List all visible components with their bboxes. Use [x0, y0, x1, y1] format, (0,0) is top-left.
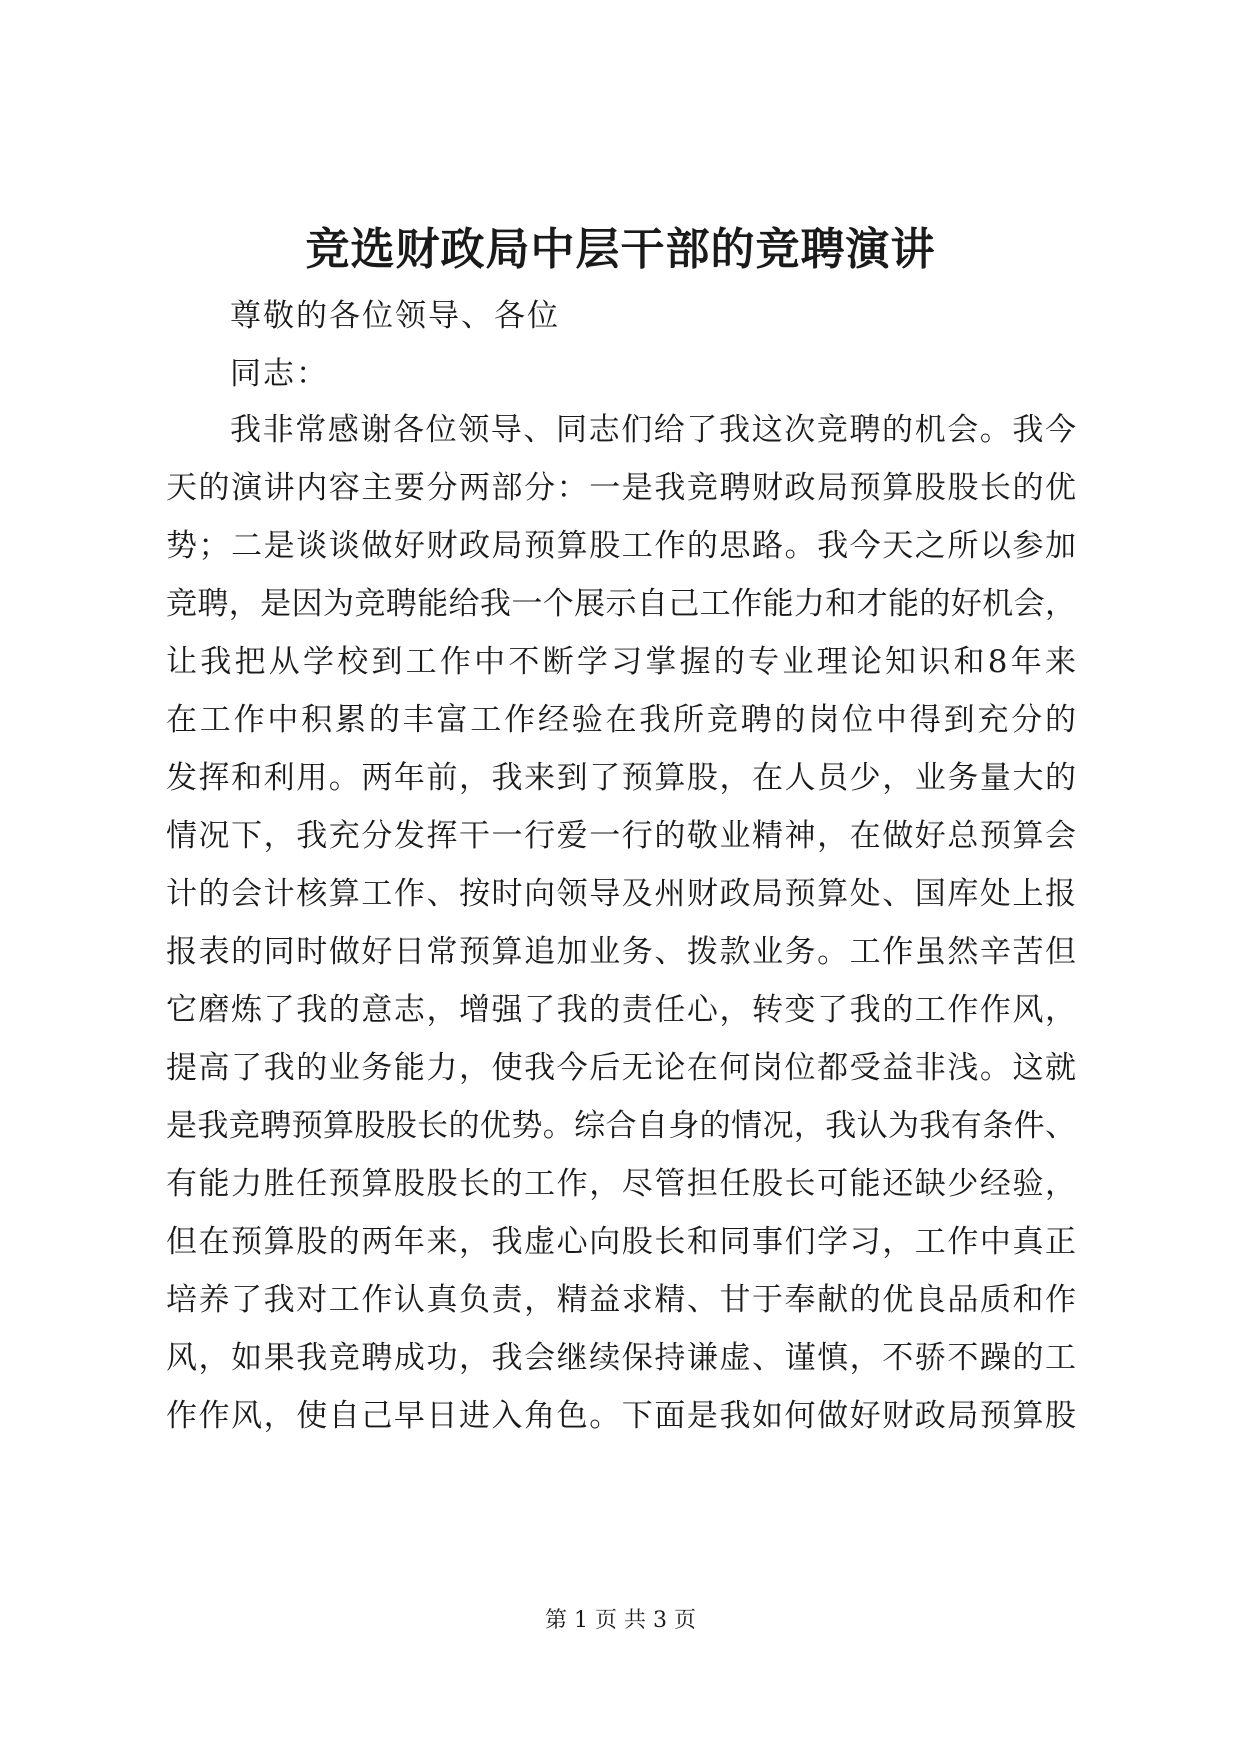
body-text-line: 让我把从学校到工作中不断学习掌握的专业理论知识和8年来: [166, 644, 1076, 680]
body-text-line: 作作风，使自己早日进入角色。下面是我如何做好财政局预算股: [166, 1398, 1076, 1434]
page-number-footer: 第 1 页 共 3 页: [545, 1608, 696, 1633]
body-text-line: 竞聘，是因为竞聘能给我一个展示自己工作能力和才能的好机会，: [166, 586, 1076, 622]
body-text-line: 在工作中积累的丰富工作经验在我所竞聘的岗位中得到充分的: [166, 702, 1076, 738]
body-text-line: 是我竞聘预算股股长的优势。综合自身的情况，我认为我有条件、: [166, 1108, 1076, 1144]
body-text-line: 报表的同时做好日常预算追加业务、拨款业务。工作虽然辛苦但: [166, 934, 1076, 970]
body-text-line: 我非常感谢各位领导、同志们给了我这次竞聘的机会。我今: [230, 412, 1076, 448]
body-text-line: 天的演讲内容主要分两部分：一是我竞聘财政局预算股股长的优: [166, 470, 1076, 506]
body-text-line: 发挥和利用。两年前，我来到了预算股，在人员少，业务量大的: [166, 760, 1076, 796]
salutation-line: 尊敬的各位领导、各位: [230, 298, 560, 334]
body-text-line: 情况下，我充分发挥干一行爱一行的敬业精神，在做好总预算会: [166, 818, 1076, 854]
body-text-line: 势；二是谈谈做好财政局预算股工作的思路。我今天之所以参加: [166, 528, 1076, 564]
body-text-line: 提高了我的业务能力，使我今后无论在何岗位都受益非浅。这就: [166, 1050, 1076, 1086]
body-text-line: 培养了我对工作认真负责，精益求精、甘于奉献的优良品质和作: [166, 1282, 1076, 1318]
salutation-line: 同志：: [230, 356, 329, 392]
page-title: 竞选财政局中层干部的竞聘演讲: [305, 224, 936, 275]
body-text-line: 它磨炼了我的意志，增强了我的责任心，转变了我的工作作风，: [166, 992, 1076, 1028]
body-text-line: 有能力胜任预算股股长的工作，尽管担任股长可能还缺少经验，: [166, 1166, 1076, 1202]
body-text-line: 计的会计核算工作、按时向领导及州财政局预算处、国库处上报: [166, 876, 1076, 912]
body-text-line: 风，如果我竞聘成功，我会继续保持谦虚、谨慎，不骄不躁的工: [166, 1340, 1076, 1376]
body-text-line: 但在预算股的两年来，我虚心向股长和同事们学习，工作中真正: [166, 1224, 1076, 1260]
